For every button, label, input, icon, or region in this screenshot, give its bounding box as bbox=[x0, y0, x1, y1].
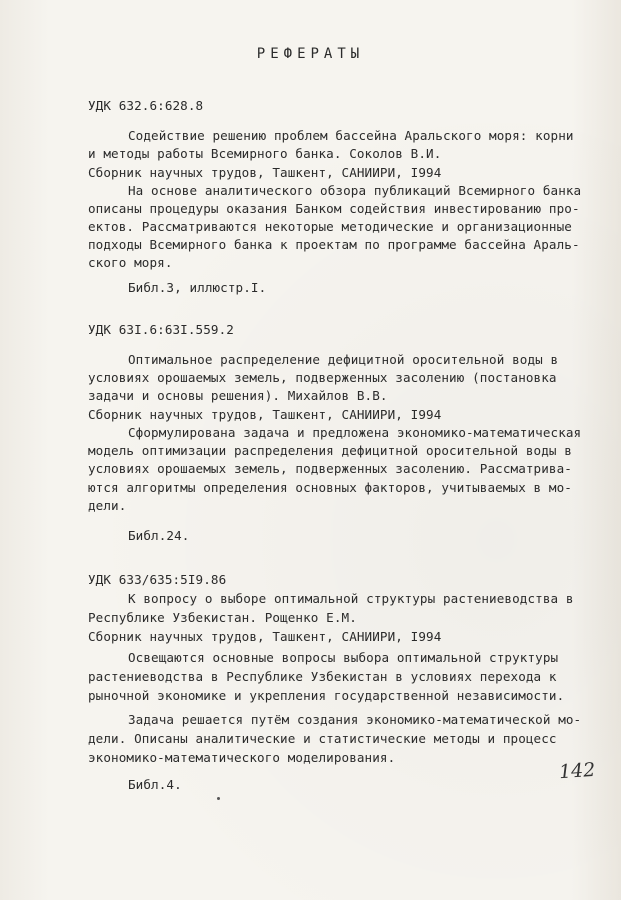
ink-speck bbox=[217, 797, 220, 800]
handwritten-page-number: 142 bbox=[558, 758, 596, 784]
udk-code: УДК 632.6:628.8 bbox=[88, 98, 204, 113]
abstract-body-line: модель оптимизации распределения дефицитной оросительной воды в bbox=[88, 443, 572, 458]
abstract-title-line: Оптимальное распределение дефицитной оросительной воды в bbox=[128, 352, 559, 367]
abstract-body-line: ского моря. bbox=[88, 255, 173, 270]
abstract-body-line: На основе аналитического обзора публикаций Всемирного банка bbox=[128, 183, 582, 198]
abstract-title-line: Республике Узбекистан. Рощенко Е.М. bbox=[88, 610, 357, 625]
abstract-source: Сборник научных трудов, Ташкент, САНИИРИ, I994 bbox=[88, 629, 442, 644]
abstract-body-line: ются алгоритмы определения основных факторов, учитываемых в мо- bbox=[88, 480, 572, 495]
abstract-title-line: К вопросу о выборе оптимальной структуры растениеводства в bbox=[128, 591, 574, 606]
abstract-body-line: условиях орошаемых земель, подверженных засолению. Рассматрива- bbox=[88, 461, 572, 476]
abstract-bibliography: Библ.24. bbox=[128, 528, 190, 543]
page-title: РЕФЕРАТЫ bbox=[256, 46, 365, 62]
abstract-source: Сборник научных трудов, Ташкент, САНИИРИ, I994 bbox=[88, 407, 442, 422]
abstract-title-line: и методы работы Всемирного банка. Соколов В.И. bbox=[88, 146, 442, 161]
abstract-bibliography: Библ.3, иллюстр.I. bbox=[128, 280, 267, 295]
udk-code: УДК 63I.6:63I.559.2 bbox=[88, 322, 234, 337]
abstract-body-line: описаны процедуры оказания Банком содействия инвестированию про- bbox=[88, 201, 580, 216]
abstract-body-line: ектов. Рассматриваются некоторые методические и организационные bbox=[88, 219, 572, 234]
udk-code: УДК 633/635:5I9.86 bbox=[88, 572, 227, 587]
abstract-title-line: условиях орошаемых земель, подверженных засолению (постановка bbox=[88, 370, 557, 385]
abstract-title-line: Содействие решению проблем бассейна Аральского моря: корни bbox=[128, 128, 574, 143]
abstract-body-line: растениеводства в Республике Узбекистан в условиях перехода к bbox=[88, 669, 557, 684]
abstract-body-line: Освещаются основные вопросы выбора оптимальной структуры bbox=[128, 650, 559, 665]
abstract-body-line: дели. Описаны аналитические и статистические методы и процесс bbox=[88, 731, 557, 746]
abstract-body-line: экономико-математического моделирования. bbox=[88, 750, 396, 765]
abstract-body-line: подходы Всемирного банка к проектам по программе бассейна Араль- bbox=[88, 237, 580, 252]
abstract-bibliography: Библ.4. bbox=[128, 777, 182, 792]
abstract-body-line: дели. bbox=[88, 498, 127, 513]
abstract-body-line: Задача решается путём создания экономико-математической мо- bbox=[128, 712, 582, 727]
abstract-body-line: рыночной экономике и укрепления государственной независимости. bbox=[88, 688, 565, 703]
abstract-body-line: Сформулирована задача и предложена экономико-математическая bbox=[128, 425, 582, 440]
abstract-title-line: задачи и основы решения). Михайлов В.В. bbox=[88, 388, 388, 403]
abstract-source: Сборник научных трудов, Ташкент, САНИИРИ, I994 bbox=[88, 165, 442, 180]
